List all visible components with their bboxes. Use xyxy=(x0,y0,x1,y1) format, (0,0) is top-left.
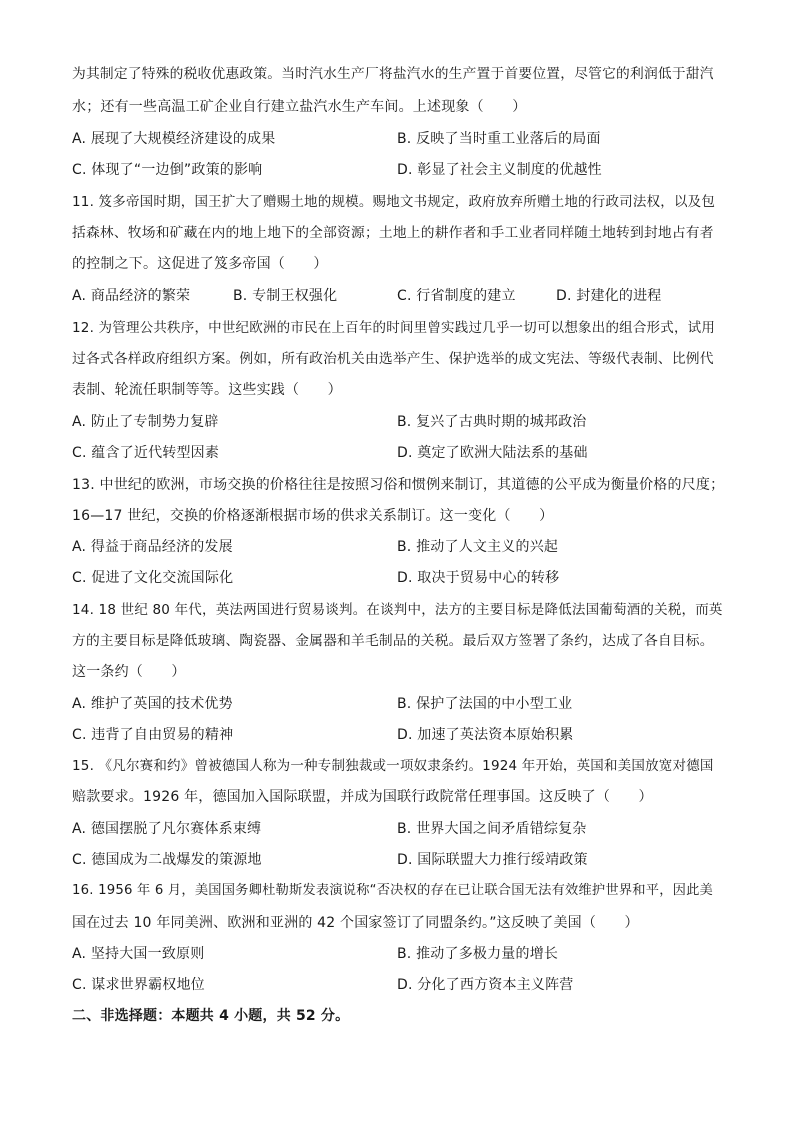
question-16-option-a: A. 坚持大国一致原则 xyxy=(72,946,205,962)
question-12-line-3: 表制、轮流任职制等等。这些实践（ ） xyxy=(72,382,342,398)
question-11-option-d: D. 封建化的进程 xyxy=(556,288,662,304)
question-14-option-d: D. 加速了英法资本原始积累 xyxy=(397,727,574,743)
section-heading: 二、非选择题：本题共 4 小题，共 52 分。 xyxy=(72,1008,350,1024)
question-11-line-2: 括森林、牧场和矿藏在内的地上地下的全部资源；土地上的耕作者和手工业者同样随土地转到封地占有者 xyxy=(72,225,714,241)
question-14-line-1: 14. 18 世纪 80 年代，英法两国进行贸易谈判。在谈判中，法方的主要目标是降低法国葡萄酒的关税，而英 xyxy=(72,602,723,618)
question-15-line-1: 15. 《凡尔赛和约》曾被德国人称为一种专制独裁或一项奴隶条约。1924 年开始，英国和美国放宽对德国 xyxy=(72,758,714,774)
question-12-option-a: A. 防止了专制势力复辟 xyxy=(72,414,219,430)
question-14-option-a: A. 维护了英国的技术优势 xyxy=(72,696,233,712)
question-15-option-d: D. 国际联盟大力推行绥靖政策 xyxy=(397,852,588,868)
question-16-option-d: D. 分化了西方资本主义阵营 xyxy=(397,977,574,993)
question-10-option-a: A. 展现了大规模经济建设的成果 xyxy=(72,131,276,147)
question-16-line-1: 16. 1956 年 6 月，美国国务卿杜勒斯发表演说称“否决权的存在已让联合国无法有效维护世界和平，因此美 xyxy=(72,883,713,898)
question-16-option-b: B. 推动了多极力量的增长 xyxy=(397,946,559,962)
question-15-option-b: B. 世界大国之间矛盾错综复杂 xyxy=(397,821,587,837)
question-15-option-a: A. 德国摆脱了凡尔赛体系束缚 xyxy=(72,821,262,837)
question-16-option-c: C. 谋求世界霸权地位 xyxy=(72,977,205,993)
question-13-line-2: 16—17 世纪，交换的价格逐渐根据市场的供求关系制订。这一变化（ ） xyxy=(72,508,554,524)
question-12-line-1: 12. 为管理公共秩序，中世纪欧洲的市民在上百年的时间里曾实践过几乎一切可以想象出的组合形式，试用 xyxy=(72,320,716,336)
question-11-option-b: B. 专制王权强化 xyxy=(233,288,338,304)
question-15-option-c: C. 德国成为二战爆发的策源地 xyxy=(72,852,262,868)
question-10-line-2: 水；还有一些高温工矿企业自行建立盐汽水生产车间。上述现象（ ） xyxy=(72,99,527,115)
question-11-option-c: C. 行省制度的建立 xyxy=(397,288,516,304)
question-13-option-c: C. 促进了文化交流国际化 xyxy=(72,570,234,586)
question-14-option-c: C. 违背了自由贸易的精神 xyxy=(72,727,234,743)
question-10-line-1: 为其制定了特殊的税收优惠政策。当时汽水生产厂将盐汽水的生产置于首要位置，尽管它的利润低于甜汽 xyxy=(72,66,714,82)
question-12-option-b: B. 复兴了古典时期的城邦政治 xyxy=(397,414,587,430)
question-11-line-1: 11. 笈多帝国时期，国王扩大了赠赐土地的规模。赐地文书规定，政府放弃所赠土地的行政司法权，以及包 xyxy=(72,194,716,210)
question-13-option-a: A. 得益于商品经济的发展 xyxy=(72,539,233,555)
question-14-option-b: B. 保护了法国的中小型工业 xyxy=(397,696,573,712)
question-14-line-2: 方的主要目标是降低玻璃、陶瓷器、金属器和羊毛制品的关税。最后双方签署了条约，达成了各自目标。 xyxy=(72,633,714,649)
question-13-option-d: D. 取决于贸易中心的转移 xyxy=(397,570,560,586)
question-10-option-b: B. 反映了当时重工业落后的局面 xyxy=(397,131,601,147)
question-13-option-b: B. 推动了人文主义的兴起 xyxy=(397,539,559,555)
question-11-line-3: 的控制之下。这促进了笈多帝国（ ） xyxy=(72,256,328,272)
question-15-line-2: 赔款要求。1926 年，德国加入国际联盟，并成为国联行政院常任理事国。这反映了（ ） xyxy=(72,789,653,805)
question-14-line-3: 这一条约（ ） xyxy=(72,664,186,680)
question-12-option-d: D. 奠定了欧洲大陆法系的基础 xyxy=(397,445,588,461)
question-12-option-c: C. 蕴含了近代转型因素 xyxy=(72,445,220,461)
question-12-line-2: 过各式各样政府组织方案。例如，所有政治机关由选举产生、保护选举的成文宪法、等级代表制、比例代 xyxy=(72,351,714,367)
question-11-option-a: A. 商品经济的繁荣 xyxy=(72,288,191,304)
question-10-option-d: D. 彰显了社会主义制度的优越性 xyxy=(397,162,602,178)
question-10-option-c: C. 体现了“一边倒”政策的影响 xyxy=(72,162,263,178)
question-16-line-2: 国在过去 10 年同美洲、欧洲和亚洲的 42 个国家签订了同盟条约。”这反映了美国（ ） xyxy=(72,915,639,931)
question-13-line-1: 13. 中世纪的欧洲，市场交换的价格往往是按照习俗和惯例来制订，其道德的公平成为衡量价格的尺度； xyxy=(72,477,725,493)
